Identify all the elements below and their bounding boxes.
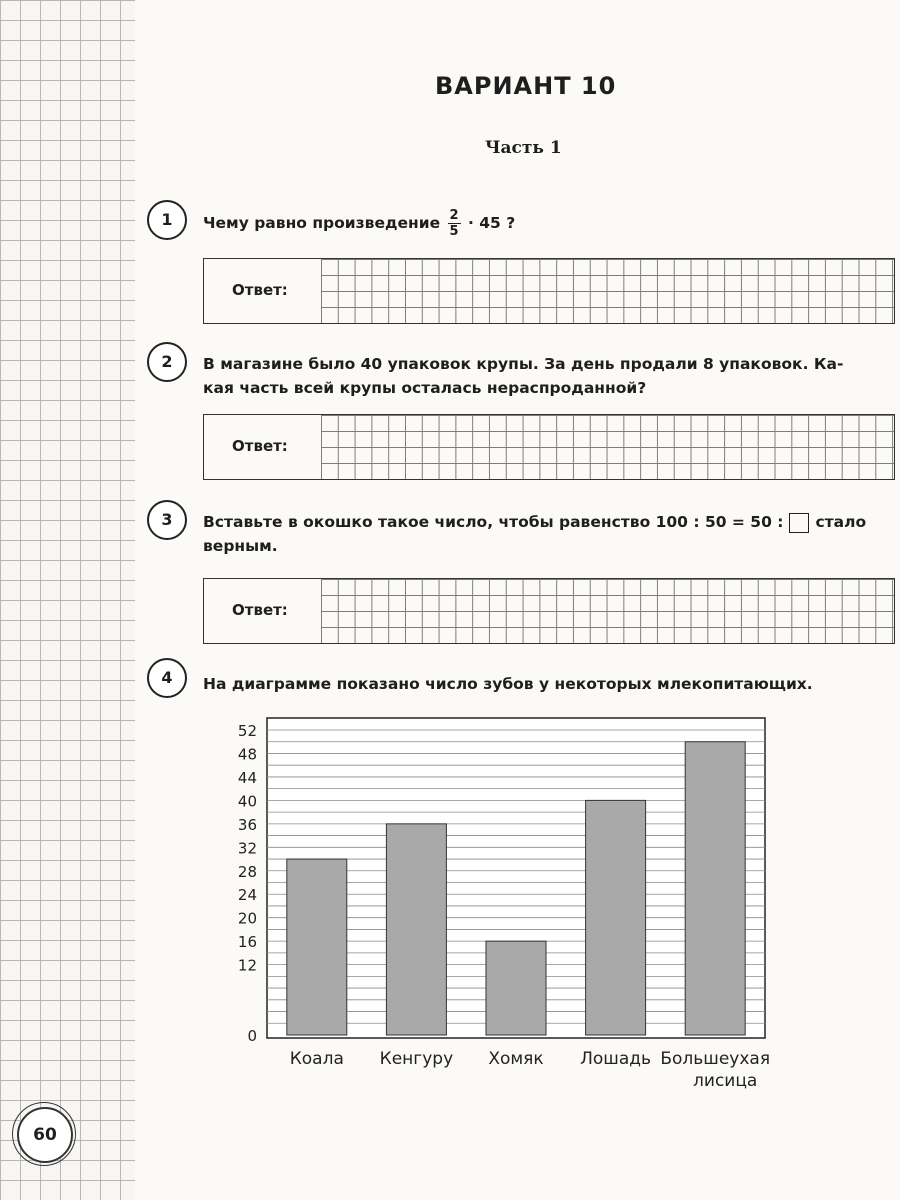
task-4-number: 4 <box>147 658 187 698</box>
variant-title: ВАРИАНТ 10 <box>435 72 617 100</box>
y-tick-label: 16 <box>237 933 257 952</box>
y-tick-label: 36 <box>237 815 257 834</box>
bar <box>685 742 745 1035</box>
task-1-number: 1 <box>147 200 187 240</box>
answer-label: Ответ: <box>232 437 288 455</box>
x-tick-label: Хомяк <box>488 1049 544 1069</box>
y-tick-label: 12 <box>237 956 257 975</box>
bar <box>386 824 446 1035</box>
fraction: $\frac{2}{5}$ <box>449 208 459 239</box>
task-1-text: Чему равно произведение $\frac{2}{5}$ · 45 ? <box>203 208 516 239</box>
bar <box>586 800 646 1035</box>
y-tick-label: 32 <box>237 839 257 858</box>
y-tick-label: 40 <box>237 792 257 811</box>
y-tick-label: 0 <box>247 1027 257 1045</box>
x-tick-label: Лошадь <box>580 1049 652 1069</box>
task-4-text: На диаграмме показано число зубов у некоторых млекопитающих. <box>203 675 813 693</box>
task-2-number: 2 <box>147 342 187 382</box>
part-title: Часть 1 <box>485 138 562 158</box>
task-2-text: В магазине было 40 упаковок крупы. За день продали 8 упаковок. Ка- кая часть всей крупы осталась нераспроданной? <box>203 355 844 397</box>
x-tick-label: Кенгуру <box>379 1049 454 1069</box>
answer-label: Ответ: <box>232 601 288 619</box>
y-tick-label: 24 <box>237 886 257 905</box>
bar <box>287 859 347 1035</box>
bar <box>486 941 546 1035</box>
x-tick-label: Коала <box>289 1049 344 1069</box>
task-3-number: 3 <box>147 500 187 540</box>
y-tick-label: 52 <box>237 722 257 740</box>
y-tick-label: 20 <box>237 909 257 928</box>
task-3-text: Вставьте в окошко такое число, чтобы равенство 100 : 50 = 50 : стало верным. <box>203 513 867 555</box>
answer-label: Ответ: <box>232 281 288 299</box>
y-tick-label: 44 <box>237 768 257 787</box>
x-tick-label: лисица <box>693 1071 758 1091</box>
y-tick-label: 28 <box>237 862 257 881</box>
x-tick-label: Большеухая <box>660 1049 771 1069</box>
y-tick-label: 48 <box>237 745 257 764</box>
page-number: 60 <box>17 1107 73 1163</box>
